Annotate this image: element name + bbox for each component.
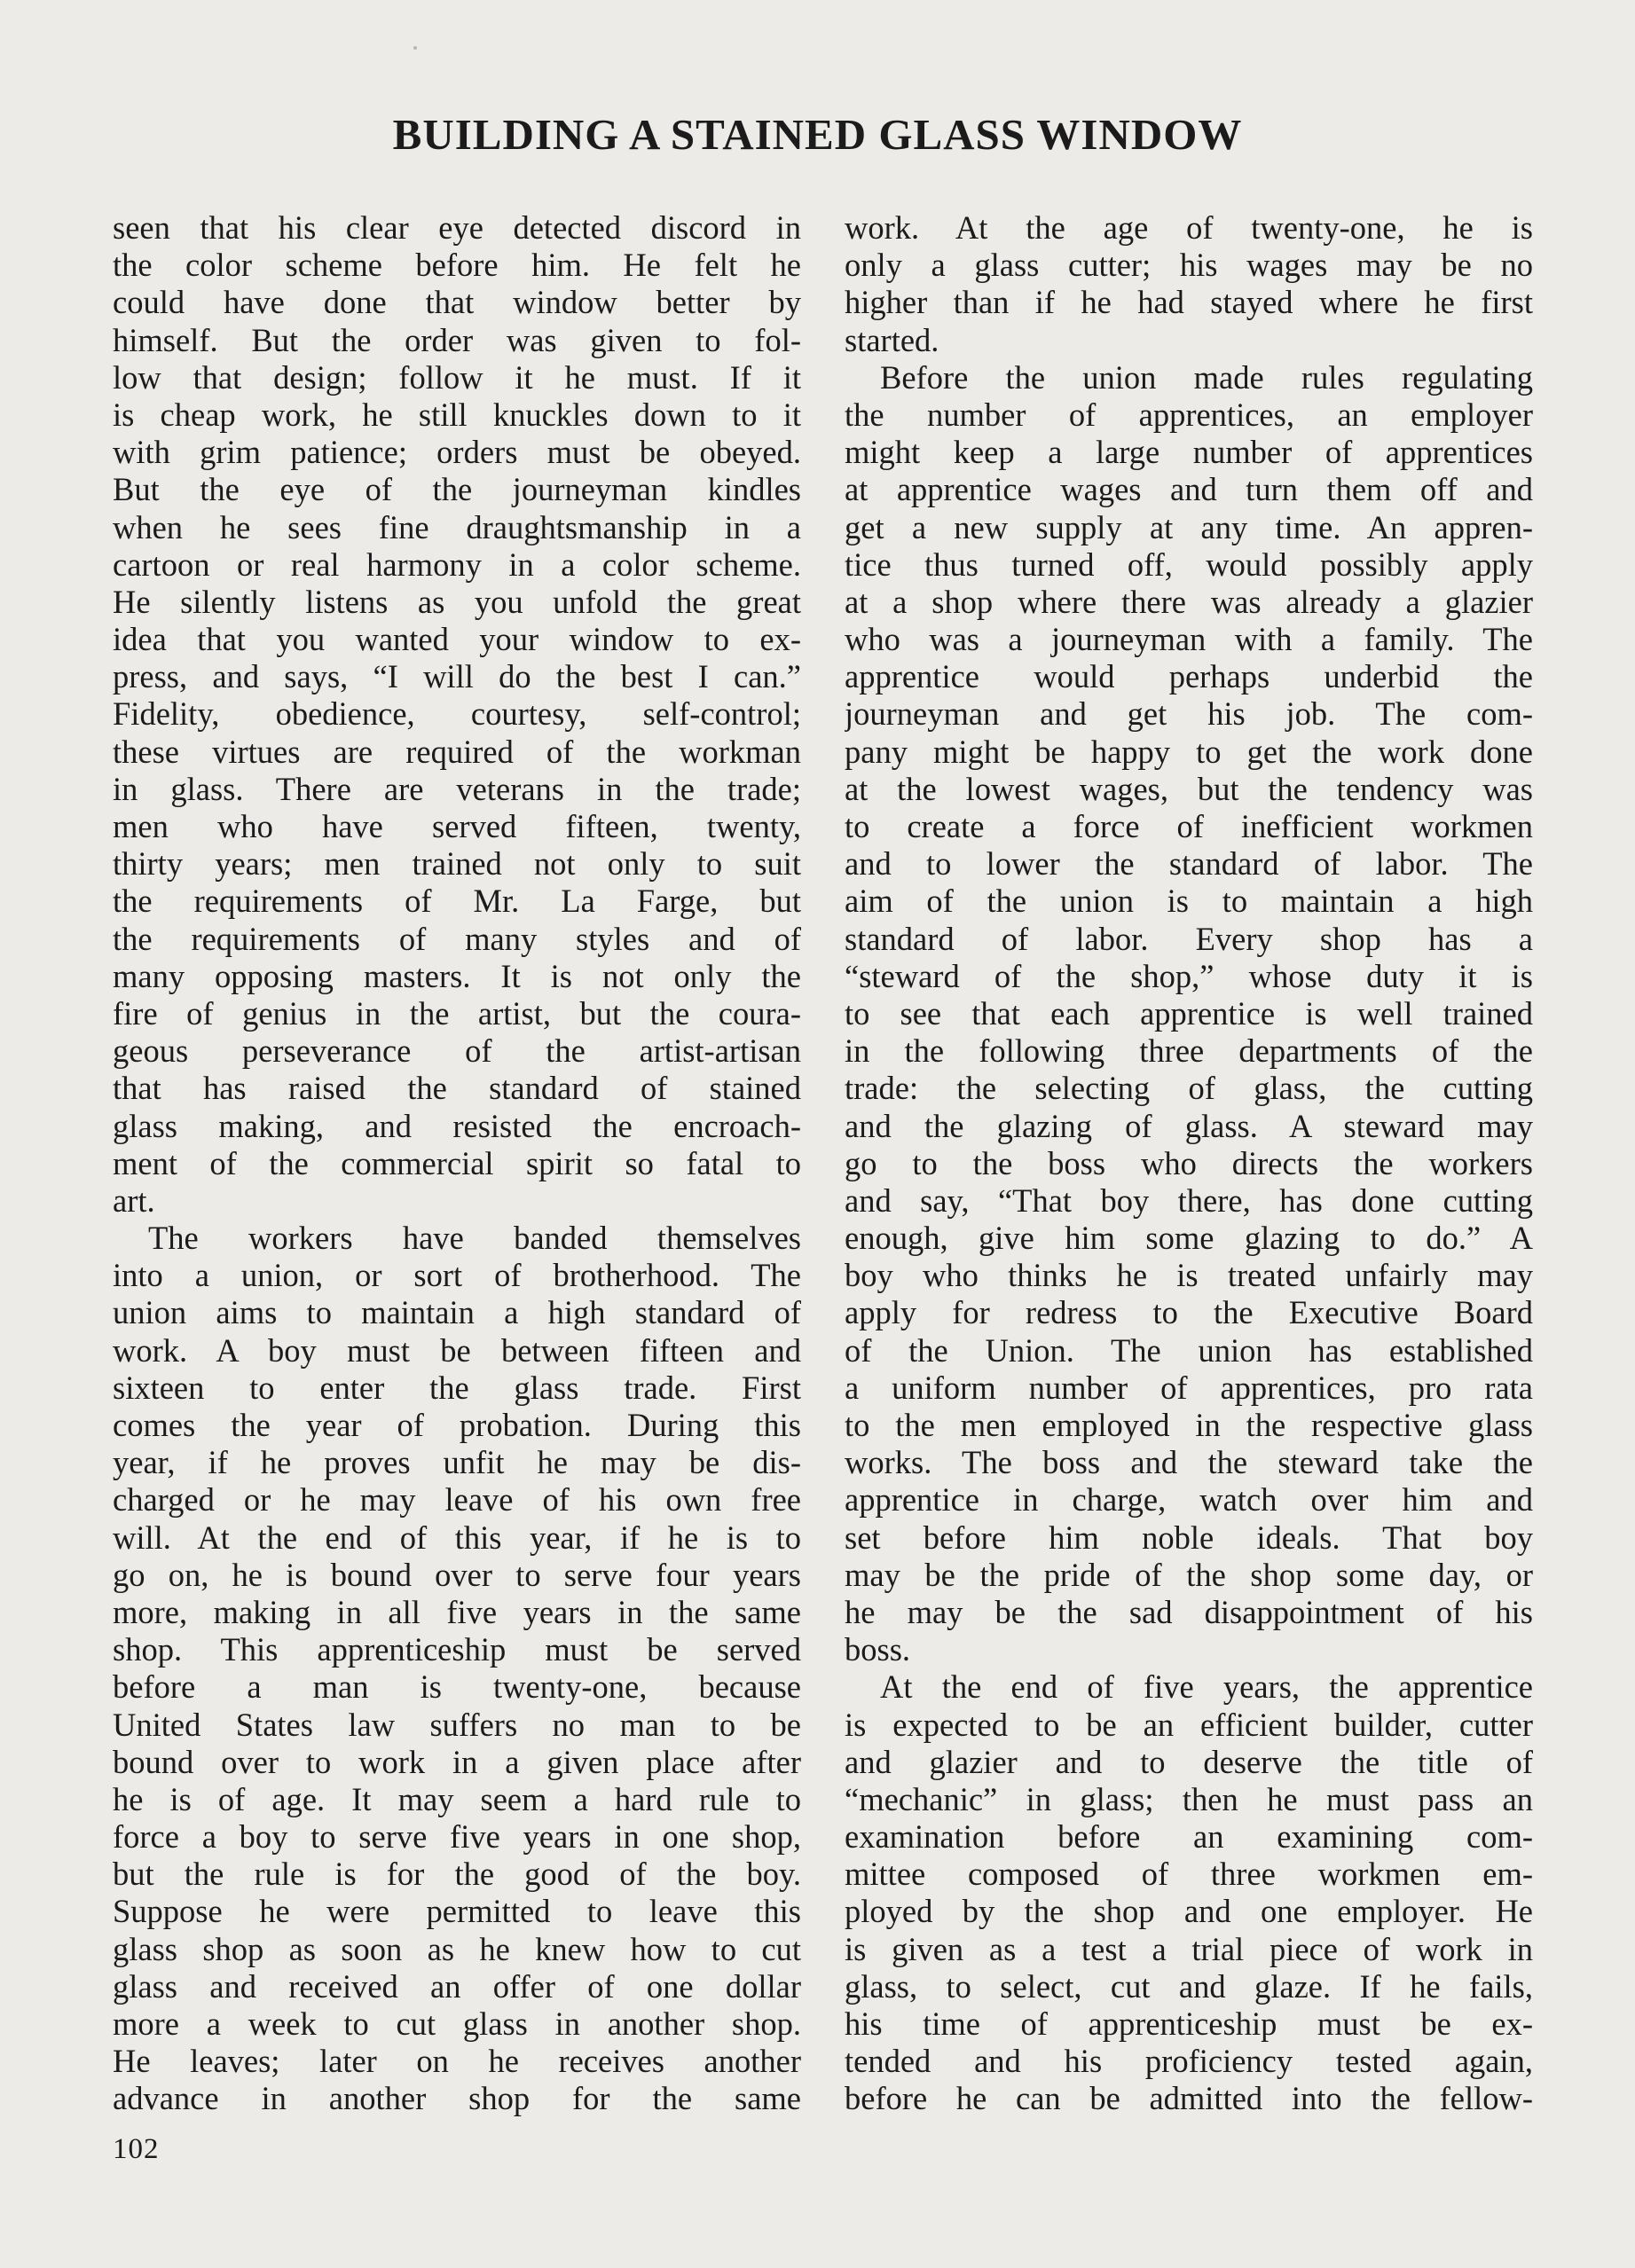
text-line: himself. But the order was given to fol- [113, 321, 801, 358]
text-line: union aims to maintain a high standard of [113, 1294, 801, 1331]
text-line: trade: the selecting of glass, the cutting [845, 1070, 1533, 1107]
text-line: He silently listens as you unfold the great [113, 583, 801, 620]
text-line: at a shop where there was already a glazier [845, 583, 1533, 620]
text-line: ment of the commercial spirit so fatal to [113, 1144, 801, 1181]
text-line: Suppose he were permitted to leave this [113, 1893, 801, 1930]
text-line: bound over to work in a given place after [113, 1743, 801, 1780]
text-line: into a union, or sort of brotherhood. The [113, 1257, 801, 1294]
text-line: But the eye of the journeyman kindles [113, 471, 801, 508]
paper-speck [413, 46, 417, 50]
text-line: higher than if he had stayed where he first [845, 284, 1533, 321]
page-title: BUILDING A STAINED GLASS WINDOW [392, 110, 1243, 159]
text-line: shop. This apprenticeship must be served [113, 1631, 801, 1668]
text-line: is cheap work, he still knuckles down to it [113, 396, 801, 433]
text-line: thirty years; men trained not only to suit [113, 845, 801, 883]
text-line: the requirements of Mr. La Farge, but [113, 883, 801, 920]
text-line: At the end of five years, the apprentice [880, 1668, 1533, 1706]
text-line: at apprentice wages and turn them off and [845, 471, 1533, 508]
text-line: sixteen to enter the glass trade. First [113, 1369, 801, 1406]
left-text-column [113, 209, 801, 2118]
text-line: apply for redress to the Executive Board [845, 1294, 1533, 1331]
text-line: tended and his proficiency tested again, [845, 2043, 1533, 2080]
text-line: and say, “That boy there, has done cutting [845, 1181, 1533, 1219]
text-line: Before the union made rules regulating [880, 358, 1533, 396]
text-line: aim of the union is to maintain a high [845, 883, 1533, 920]
text-line: in the following three departments of the [845, 1032, 1533, 1070]
text-line: get a new supply at any time. An appren- [845, 508, 1533, 545]
text-line: standard of labor. Every shop has a [845, 920, 1533, 957]
text-line: a uniform number of apprentices, pro rata [845, 1369, 1533, 1406]
text-line: glass and received an offer of one dollar [113, 1967, 801, 2005]
text-line: charged or he may leave of his own free [113, 1481, 801, 1519]
text-line: work. At the age of twenty-one, he is [845, 209, 1533, 246]
text-line: glass, to select, cut and glaze. If he fails, [845, 1967, 1533, 2005]
text-line: in glass. There are veterans in the trade; [113, 770, 801, 807]
text-line: at the lowest wages, but the tendency was [845, 770, 1533, 807]
page-number: 102 [113, 2133, 160, 2165]
text-line: mittee composed of three workmen em- [845, 1856, 1533, 1893]
text-line: year, if he proves unfit he may be dis- [113, 1444, 801, 1481]
text-line: cartoon or real harmony in a color scheme. [113, 545, 801, 583]
text-line: and the glazing of glass. A steward may [845, 1107, 1533, 1144]
text-line: that has raised the standard of stained [113, 1070, 801, 1107]
text-line: geous perseverance of the artist-artisan [113, 1032, 801, 1070]
text-line: press, and says, “I will do the best I can.” [113, 658, 801, 695]
text-line: glass making, and resisted the encroach- [113, 1107, 801, 1144]
text-line: He leaves; later on he receives another [113, 2043, 801, 2080]
text-line: the color scheme before him. He felt he [113, 247, 801, 284]
text-line: Fidelity, obedience, courtesy, self-control; [113, 695, 801, 733]
text-line: pany might be happy to get the work done [845, 733, 1533, 770]
text-line: his time of apprenticeship must be ex- [845, 2005, 1533, 2042]
text-line: with grim patience; orders must be obeyed. [113, 434, 801, 471]
text-line: and glazier and to deserve the title of [845, 1743, 1533, 1780]
text-line: examination before an examining com- [845, 1818, 1533, 1856]
text-line: might keep a large number of apprentices [845, 434, 1533, 471]
text-line: set before him noble ideals. That boy [845, 1519, 1533, 1556]
text-line: boss. [845, 1631, 911, 1668]
text-line: only a glass cutter; his wages may be no [845, 247, 1533, 284]
text-line: journeyman and get his job. The com- [845, 695, 1533, 733]
text-line: of the Union. The union has established [845, 1331, 1533, 1369]
text-line: to see that each apprentice is well trained [845, 994, 1533, 1032]
text-line: to the men employed in the respective glass [845, 1407, 1533, 1443]
text-line: to create a force of inefficient workmen [845, 808, 1533, 844]
text-line: work. A boy must be between fifteen and [113, 1331, 801, 1369]
text-line: more, making in all five years in the same [113, 1593, 801, 1630]
text-line: when he sees fine draughtsmanship in a [113, 508, 801, 545]
text-line: started. [845, 321, 939, 358]
text-line: may be the pride of the shop some day, or [845, 1556, 1533, 1593]
text-line: idea that you wanted your window to ex- [113, 621, 801, 658]
text-line: before he can be admitted into the fellow- [845, 2080, 1533, 2117]
text-line: low that design; follow it he must. If it [113, 358, 801, 396]
text-line: he is of age. It may seem a hard rule to [113, 1780, 801, 1817]
text-line: and to lower the standard of labor. The [845, 845, 1533, 883]
text-line: the number of apprentices, an employer [845, 396, 1533, 433]
text-line: works. The boss and the steward take the [845, 1444, 1533, 1481]
text-line: ployed by the shop and one employer. He [845, 1893, 1533, 1930]
text-line: force a boy to serve five years in one shop, [113, 1818, 801, 1856]
text-line: art. [113, 1181, 155, 1219]
text-line: The workers have banded themselves [148, 1220, 801, 1257]
text-line: many opposing masters. It is not only the [113, 957, 801, 994]
text-line: apprentice would perhaps underbid the [845, 658, 1533, 695]
text-line: go to the boss who directs the workers [845, 1144, 1533, 1181]
text-line: he may be the sad disappointment of his [845, 1593, 1533, 1630]
right-text-column [845, 209, 1533, 2118]
text-line: apprentice in charge, watch over him and [845, 1481, 1533, 1519]
text-line: but the rule is for the good of the boy. [113, 1856, 801, 1893]
text-line: is given as a test a trial piece of work in [845, 1930, 1533, 1967]
text-line: United States law suffers no man to be [113, 1706, 801, 1743]
text-line: advance in another shop for the same [113, 2080, 801, 2117]
text-line: glass shop as soon as he knew how to cut [113, 1930, 801, 1967]
text-line: enough, give him some glazing to do.” A [845, 1220, 1533, 1257]
text-line: seen that his clear eye detected discord in [113, 209, 801, 246]
text-line: comes the year of probation. During this [113, 1407, 801, 1443]
text-line: could have done that window better by [113, 284, 801, 321]
text-line: the requirements of many styles and of [113, 920, 801, 957]
text-line: is expected to be an efficient builder, cutter [845, 1706, 1533, 1743]
text-line: will. At the end of this year, if he is to [113, 1519, 801, 1556]
text-line: before a man is twenty-one, because [113, 1668, 801, 1706]
text-line: go on, he is bound over to serve four years [113, 1556, 801, 1593]
text-line: these virtues are required of the workman [113, 733, 801, 770]
text-line: “mechanic” in glass; then he must pass an [845, 1780, 1533, 1817]
text-line: tice thus turned off, would possibly apply [845, 545, 1533, 583]
text-line: men who have served fifteen, twenty, [113, 808, 801, 844]
text-line: fire of genius in the artist, but the coura- [113, 994, 801, 1032]
text-line: “steward of the shop,” whose duty it is [845, 957, 1533, 994]
text-line: boy who thinks he is treated unfairly may [845, 1257, 1533, 1294]
text-line: who was a journeyman with a family. The [845, 621, 1533, 658]
text-line: more a week to cut glass in another shop. [113, 2005, 801, 2042]
